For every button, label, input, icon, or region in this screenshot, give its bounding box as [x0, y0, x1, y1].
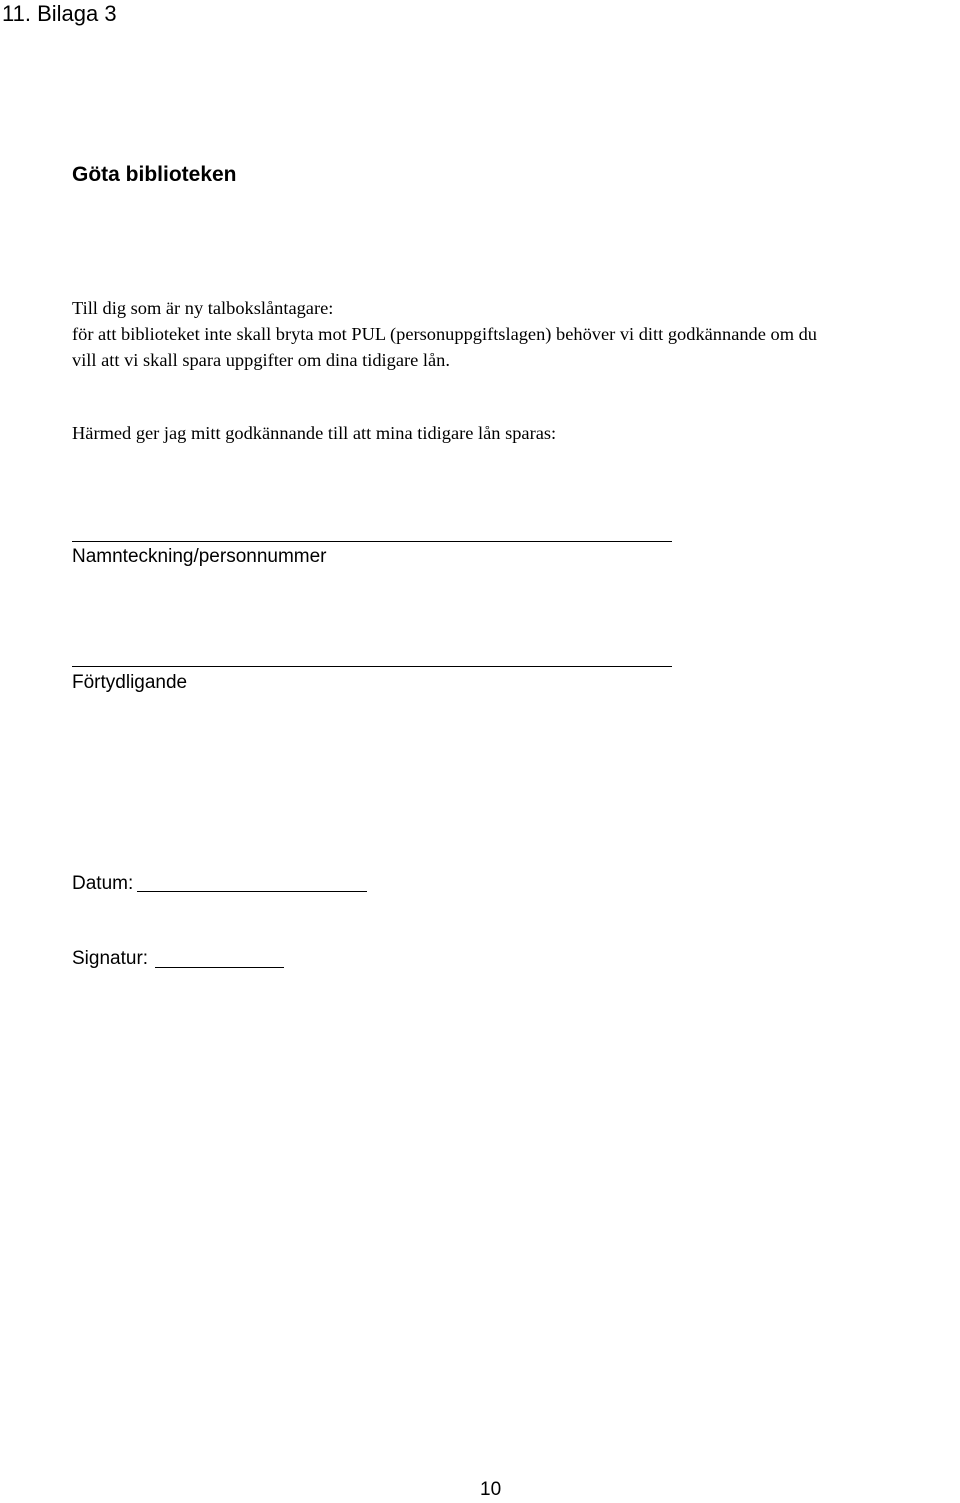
signatur-label: Signatur:: [72, 948, 149, 969]
intro-line-1: Till dig som är ny talbokslåntagare:: [72, 298, 334, 318]
signature-field-line[interactable]: [72, 541, 672, 542]
organization-heading: Göta biblioteken: [72, 163, 237, 186]
signature-label: Namnteckning/personnummer: [72, 546, 327, 567]
signatur-field-line[interactable]: [155, 967, 284, 968]
chapter-title: 11. Bilaga 3: [2, 1, 117, 26]
intro-line-2: för att biblioteket inte skall bryta mot PUL (personuppgiftslagen) behöver vi ditt godkännande om du: [72, 324, 817, 344]
page-number: 10: [480, 1479, 502, 1500]
consent-statement: Härmed ger jag mitt godkännande till att mina tidigare lån sparas:: [72, 423, 557, 443]
clarification-field-line[interactable]: [72, 666, 672, 667]
intro-line-3: vill att vi skall spara uppgifter om dina tidigare lån.: [72, 350, 450, 370]
date-field-line[interactable]: [137, 891, 367, 892]
date-label: Datum:: [72, 873, 134, 894]
clarification-label: Förtydligande: [72, 672, 188, 693]
